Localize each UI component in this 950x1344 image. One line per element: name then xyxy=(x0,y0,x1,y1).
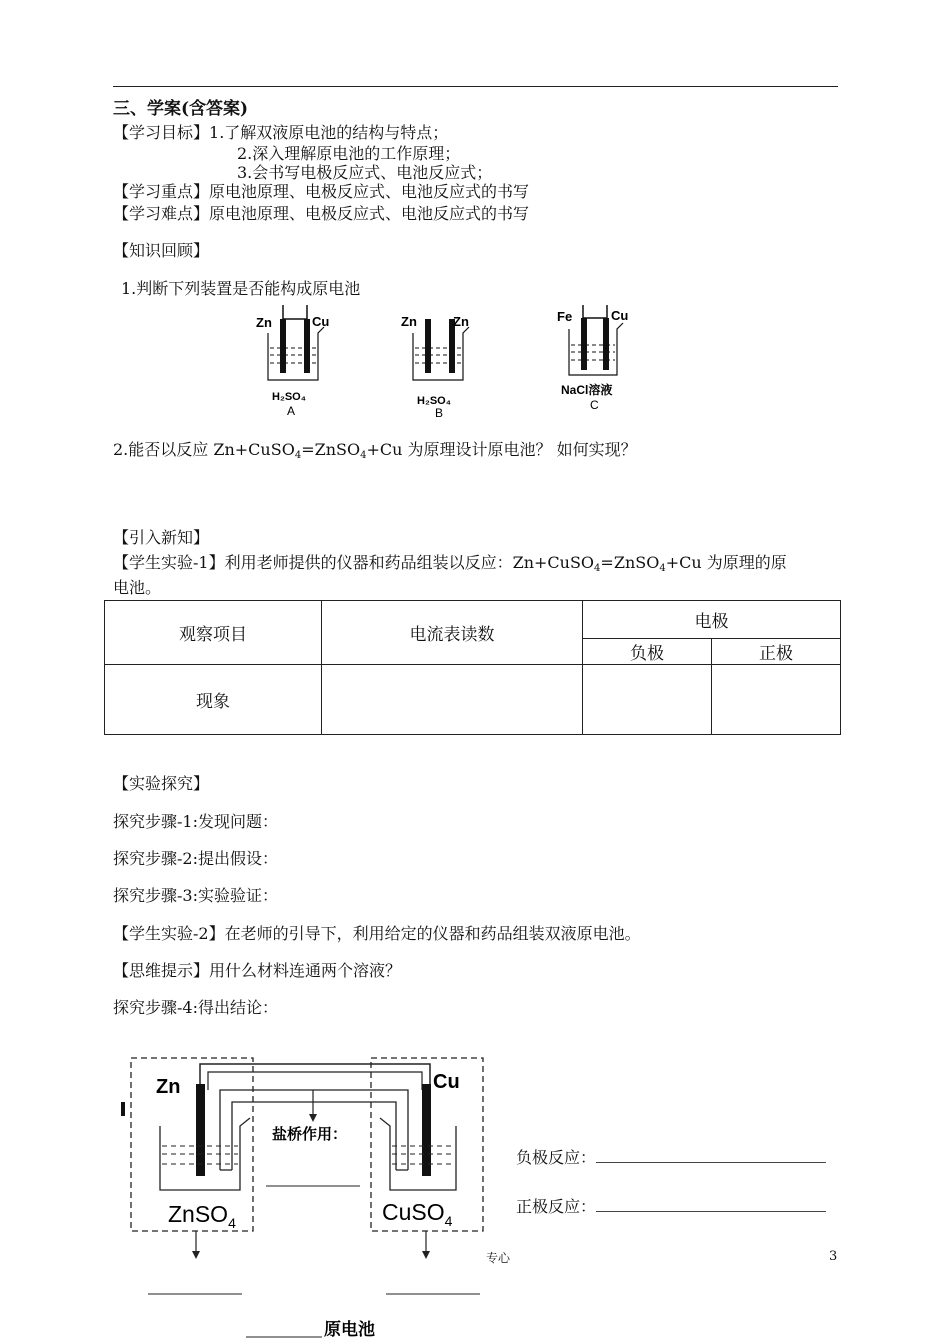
objectives-line-1 xyxy=(113,123,448,143)
objective-2: 2.深入理解原电池的工作原理； xyxy=(237,144,461,163)
key-points: 【学习重点】原电池原理、电极反应式、电池反应式的书写 xyxy=(113,182,530,201)
experiment-1-line-2: 电池。 xyxy=(113,578,162,597)
cell-negative[interactable] xyxy=(583,665,712,735)
device-b-solution: H₂SO₄ xyxy=(417,395,451,407)
intro-heading: 【引入新知】 xyxy=(113,528,210,547)
device-b-right: Zn xyxy=(453,314,469,329)
positive-reaction-blank[interactable] xyxy=(596,1211,826,1212)
header-electrode: 电极 xyxy=(583,601,841,639)
devices-figure xyxy=(250,305,650,425)
device-a-left: Zn xyxy=(256,315,272,330)
step-3: 探究步骤-3:实验验证： xyxy=(113,886,278,905)
experiment-1-line-1: 【学生实验-1】利用老师提供的仪器和药品组装以反应：Zn+CuSO4=ZnSO4+Cu 为原理的原 xyxy=(113,553,787,574)
device-c xyxy=(557,305,628,412)
step-2: 探究步骤-2:提出假设： xyxy=(113,849,278,868)
device-b xyxy=(401,314,469,420)
review-heading: 【知识回顾】 xyxy=(113,241,210,260)
header-current: 电流表读数 xyxy=(322,601,583,665)
explore-heading: 【实验探究】 xyxy=(113,774,210,793)
positive-reaction: 正极反应： xyxy=(516,1197,826,1217)
experiment-2: 【学生实验-2】在老师的引导下，利用给定的仪器和药品组装双液原电池。 xyxy=(113,924,641,943)
cell-name-label: 原电池 xyxy=(324,1320,375,1339)
cell-positive[interactable] xyxy=(712,665,841,735)
right-metal-label: Cu xyxy=(433,1071,460,1093)
clipped-glyph xyxy=(121,1102,125,1116)
device-a-solution: H₂SO₄ xyxy=(272,391,306,403)
header-negative: 负极 xyxy=(583,639,712,665)
page-number: 3 xyxy=(829,1249,838,1264)
left-solution-label: ZnSO$_4$ xyxy=(168,1201,236,1231)
cell-current[interactable] xyxy=(322,665,583,735)
question-2: 2.能否以反应 Zn+CuSO4=ZnSO4+Cu 为原理设计原电池？ 如何实现？ xyxy=(113,440,637,461)
header-positive: 正极 xyxy=(712,639,841,665)
difficulties: 【学习难点】原电池原理、电极反应式、电池反应式的书写 xyxy=(113,204,530,223)
negative-reaction: 负极反应： xyxy=(516,1148,826,1168)
left-metal-label: Zn xyxy=(156,1076,181,1098)
device-a-right: Cu xyxy=(312,314,330,329)
device-c-solution: NaCl溶液 xyxy=(561,383,613,397)
device-c-left: Fe xyxy=(557,309,573,324)
device-b-letter: B xyxy=(435,406,444,420)
row-phenomenon-label: 现象 xyxy=(105,665,322,735)
thinking-hint: 【思维提示】用什么材料连通两个溶液？ xyxy=(113,961,402,980)
device-b-left: Zn xyxy=(401,314,417,329)
negative-reaction-blank[interactable] xyxy=(596,1162,826,1163)
double-cell-diagram xyxy=(110,1050,510,1340)
device-c-right: Cu xyxy=(611,308,629,323)
top-rule xyxy=(113,86,838,87)
observation-table xyxy=(104,600,841,735)
objective-1: 1.了解双液原电池的结构与特点； xyxy=(209,123,449,142)
header-item: 观察项目 xyxy=(105,601,322,665)
salt-bridge-label: 盐桥作用： xyxy=(272,1126,348,1143)
objectives-label: 【学习目标】 xyxy=(113,123,210,142)
device-c-letter: C xyxy=(590,398,599,412)
device-a xyxy=(256,305,329,418)
device-a-letter: A xyxy=(287,404,296,418)
objective-3: 3.会书写电极反应式、电池反应式； xyxy=(237,163,493,182)
footer-center: 专心 xyxy=(486,1251,511,1265)
question-1: 1.判断下列装置是否能构成原电池 xyxy=(121,279,361,298)
section-title: 三、学案(含答案) xyxy=(113,99,249,119)
step-1: 探究步骤-1:发现问题： xyxy=(113,812,278,831)
step-4: 探究步骤-4:得出结论： xyxy=(113,998,278,1017)
right-solution-label: CuSO$_4$ xyxy=(382,1199,453,1229)
